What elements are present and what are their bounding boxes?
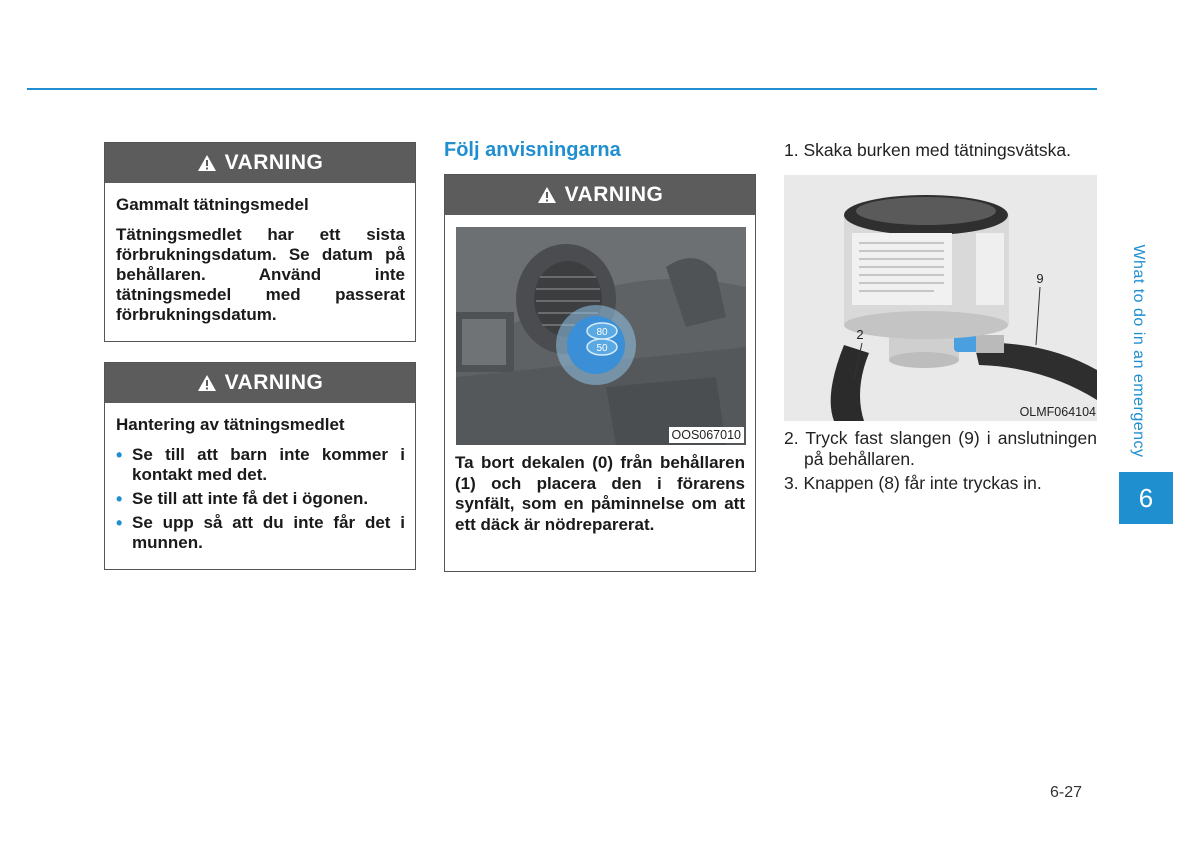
callout-9: 9: [1036, 271, 1044, 286]
dashboard-drawing: [456, 227, 746, 445]
warning-title: VARNING: [564, 183, 664, 206]
warning-header: [105, 363, 415, 403]
list-item: • Se till att barn inte kommer i kontakt med det.: [116, 445, 405, 485]
list-item: • Se till att inte få det i ögonen.: [116, 489, 405, 509]
sealant-can-illustration: [784, 175, 1097, 421]
warning-title: VARNING: [224, 151, 324, 174]
warning-triangle-icon: [197, 374, 217, 392]
warning-subtitle: Hantering av tätningsmedlet: [116, 415, 345, 434]
warning-bullet-list: [116, 445, 405, 553]
callout-2: 2: [856, 327, 864, 342]
gauge-label-bottom: 50: [596, 343, 608, 354]
warning-triangle-icon: [197, 154, 217, 172]
warning-title: VARNING: [224, 371, 324, 394]
sealant-can-drawing: [784, 175, 1097, 421]
chapter-side-title: [1122, 236, 1154, 466]
warning-box-old-sealant: [104, 142, 416, 342]
step-3: 3. Knappen (8) får inte tryckas in.: [784, 473, 1042, 493]
top-rule: [27, 88, 1097, 90]
section-heading: Följ anvisningarna: [444, 139, 621, 161]
step-2: [784, 428, 1097, 470]
figure-code: OLMF064104: [1019, 405, 1096, 419]
figure-code: OOS067010: [669, 427, 745, 443]
step-2-text: 2. Tryck fast slangen (9) i anslutningen på behållaren.: [784, 428, 1097, 469]
warning-triangle-icon: [537, 186, 557, 204]
dashboard-illustration: [456, 227, 746, 445]
page-number: 6-27: [1050, 784, 1083, 801]
gauge-label-top: 80: [596, 327, 608, 338]
warning-header: [445, 175, 755, 215]
warning-text: Ta bort dekalen (0) från behållaren (1) och placera den i förarens synfält, som en påminnelse om att ett däck är nödreparerat.: [455, 453, 745, 534]
warning-box-sticker: [444, 174, 756, 572]
list-item: • Se upp så att du inte får det i munnen.: [116, 513, 405, 553]
warning-subtitle: Gammalt tätningsmedel: [116, 195, 309, 214]
warning-box-handling: [104, 362, 416, 570]
warning-text: Tätningsmedlet har ett sista förbrukningsdatum. Se datum på behållaren. Använd inte tätningsmedel med passerat förbrukningsdatum.: [116, 225, 405, 324]
chapter-number-tab: 6: [1119, 472, 1173, 524]
step-1: 1. Skaka burken med tätningsvätska.: [784, 140, 1071, 160]
warning-header: [105, 143, 415, 183]
chapter-title: What to do in an emergency: [1130, 244, 1147, 458]
